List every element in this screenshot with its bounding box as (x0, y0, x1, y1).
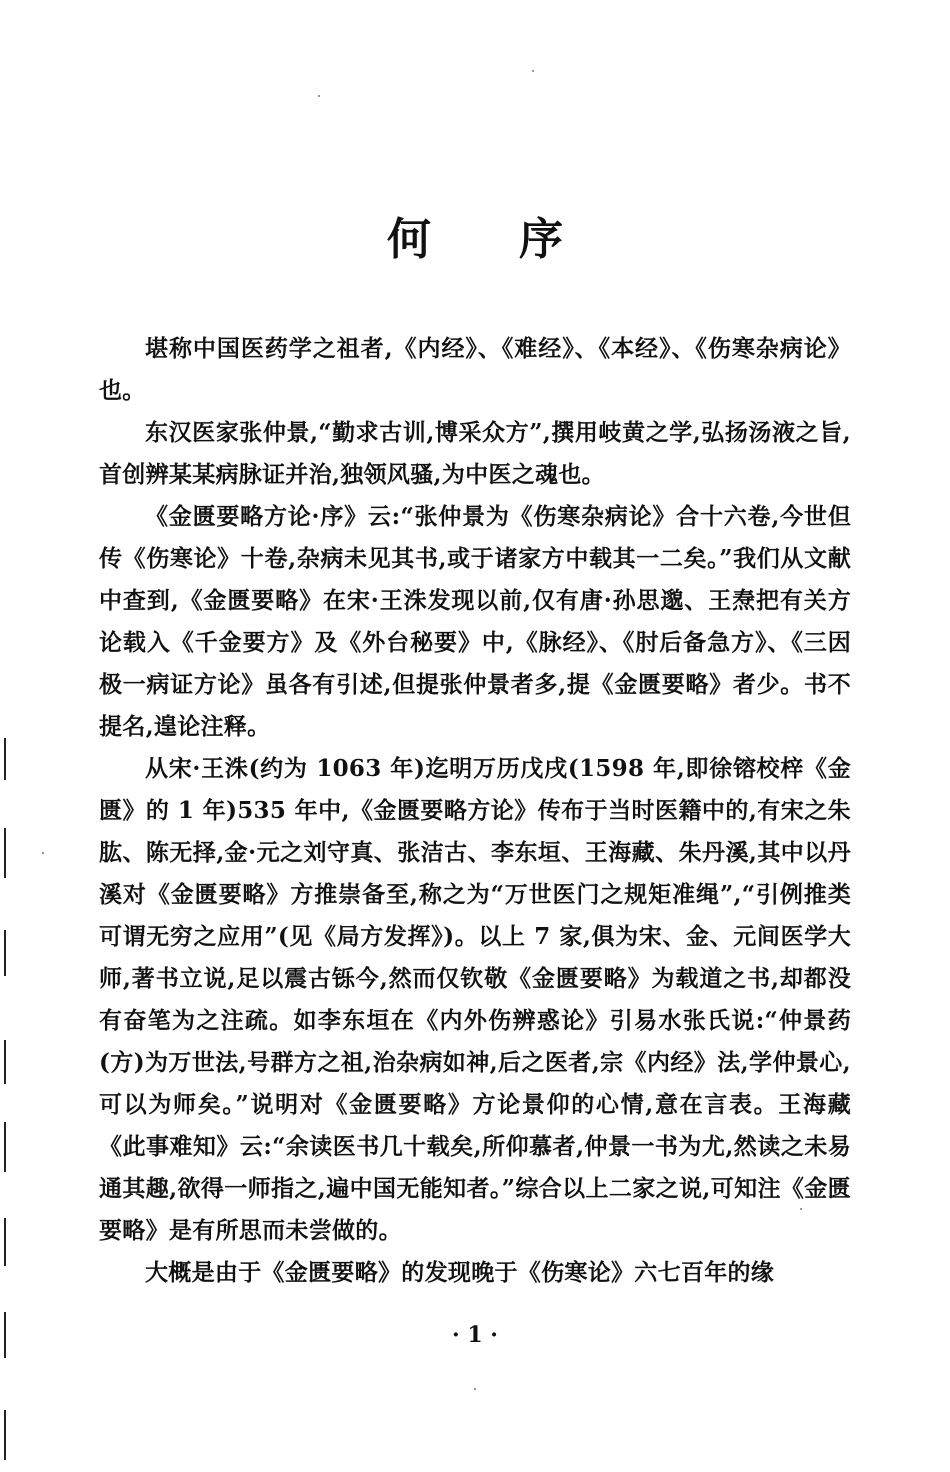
scan-speck (318, 95, 320, 97)
scan-speck (474, 1388, 476, 1390)
paragraph-1: 堪称中国医药学之祖者,《内经》、《难经》、《本经》、《伤寒杂病论》也。 (99, 335, 851, 404)
scan-edge-mark (4, 1410, 6, 1460)
page-title: 何序 (387, 214, 651, 265)
scan-edge-mark (4, 1312, 6, 1358)
scan-speck (800, 1208, 802, 1210)
scan-edge-mark (4, 828, 6, 878)
scan-speck (532, 70, 534, 72)
scan-edge-mark (4, 1040, 6, 1084)
scan-edge-mark (4, 1122, 6, 1172)
scan-edge-mark (4, 930, 6, 976)
paragraph-4: 从宋·王洙(约为 1063 年)迄明万历戊戌(1598 年,即徐镕校梓《金匮》的 1 年)535 年中,《金匮要略方论》传布于当时医籍中的,有宋之朱肱、陈无择,金·元之刘守真、张洁古、李东垣、王海藏、朱丹溪,其中以丹溪对《金匮要略》方推崇备至,称之为“万世医门之规矩准绳”,“引例推类可谓无穷之应用”(见《局方发挥》)。以上 7 家,俱为宋、金、元间医学大师,著书立说,足以震古铄今,然而仅钦敬《金匮要略》为载道之书,却都没有奋笔为之注疏。如李东垣在《内外伤辨惑论》引易水张氏说:“仲景药(方)为万世法,号群方之祖,治杂病如神,后之医者,宗《内经》法,学仲景心,可以为师矣。”说明对《金匮要略》方论景仰的心情,意在言表。王海藏《此事难知》云:“余读医书几十载矣,所仰慕者,仲景一书为尤,然读之未易通其趣,欲得一师指之,遍中国无能知者。”综合以上二家之说,可知注《金匮要略》是有所思而未尝做的。 (99, 755, 851, 1244)
scan-edge-mark (4, 1218, 6, 1266)
paragraph-2: 东汉医家张仲景,“勤求古训,博采众方”,撰用岐黄之学,弘扬汤液之旨,首创辨某某病脉证并治,独领风骚,为中医之魂也。 (99, 419, 851, 488)
scan-speck (42, 852, 44, 854)
body-text (99, 328, 851, 1294)
paragraph-3: 《金匮要略方论·序》云:“张仲景为《伤寒杂病论》合十六卷,今世但传《伤寒论》十卷,杂病未见其书,或于诸家方中载其一二矣。”我们从文献中查到,《金匮要略》在宋·王洙发现以前,仅有唐·孙思邈、王焘把有关方论载入《千金要方》及《外台秘要》中,《脉经》、《肘后备急方》、《三因极一病证方论》虽各有引述,但提张仲景者多,提《金匮要略》者少。书不提名,遑论注释。 (99, 503, 851, 740)
page-number: · 1 · (452, 1322, 498, 1348)
paragraph-5: 大概是由于《金匮要略》的发现晚于《伤寒论》六七百年的缘 (145, 1259, 775, 1286)
scan-edge-mark (4, 738, 6, 780)
